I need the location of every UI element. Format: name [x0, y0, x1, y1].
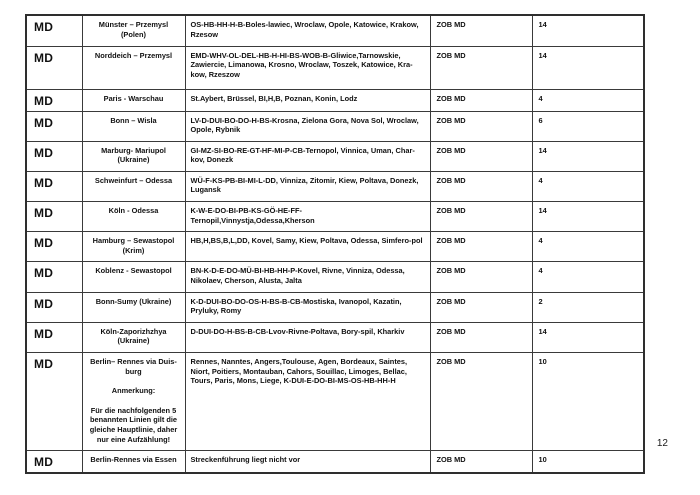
- table-row: [26, 353, 644, 451]
- table-row: [26, 141, 644, 171]
- route-name: Münster – Przemysl (Polen): [98, 20, 169, 39]
- route-cell: [82, 141, 185, 171]
- codes-cell: St.Aybert, Brüssel, BI,H,B, Poznan, Konin, Lodz: [185, 89, 430, 111]
- codes-cell: LV-D-DUI-BO-DO-H-BS-Krosna, Zielona Gora, Nova Sol, Wroclaw, Opole, Rybnik: [185, 111, 430, 141]
- md-cell: MD: [26, 171, 82, 201]
- count-cell: 14: [532, 46, 644, 89]
- zob-cell: ZOB MD: [430, 292, 532, 322]
- zob-cell: ZOB MD: [430, 171, 532, 201]
- table-row: [26, 46, 644, 89]
- count-cell: 2: [532, 292, 644, 322]
- route-cell: [82, 262, 185, 292]
- codes-cell: D-DUI-DO-H-BS-B-CB-Lvov-Rivne-Poltava, Bory-spil, Kharkiv: [185, 322, 430, 352]
- route-note-heading: Anmerkung:: [111, 386, 156, 396]
- zob-cell: ZOB MD: [430, 262, 532, 292]
- route-cell: [82, 171, 185, 201]
- zob-cell: ZOB MD: [430, 89, 532, 111]
- codes-cell: EMD-WHV-OL-DEL-HB-H-HI-BS-WOB-B-Gliwice,Tarnowskie, Zawiercie, Limanowa, Krosno, Wroclaw, Toszek, Katowice, Kra-kow, Rzeszow: [185, 46, 430, 89]
- md-cell: MD: [26, 15, 82, 46]
- codes-cell: K-W-E-DO-BI-PB-KS-GÖ-HE-FF-Ternopil,Vinnystja,Odessa,Kherson: [185, 202, 430, 232]
- route-name: Köln-Zaporizhzhya (Ukraine): [100, 326, 167, 346]
- table-row: [26, 15, 644, 46]
- table-row: [26, 451, 644, 473]
- table-row: [26, 171, 644, 201]
- zob-cell: ZOB MD: [430, 15, 532, 46]
- table-row: [26, 262, 644, 292]
- route-name: Bonn – Wisla: [110, 115, 157, 125]
- route-name: Schweinfurt – Odessa: [94, 175, 173, 185]
- route-cell: [82, 292, 185, 322]
- md-cell: MD: [26, 353, 82, 451]
- md-cell: MD: [26, 202, 82, 232]
- route-note-body: Für die nachfolgenden 5 benannten Linien gilt die gleiche Hauptlinie, daher nur eine Aufzählung!: [89, 405, 178, 444]
- codes-cell: WÜ-F-KS-PB-BI-MI-L-DD, Vinniza, Zitomir, Kiew, Poltava, Donezk, Lugansk: [185, 171, 430, 201]
- md-cell: MD: [26, 451, 82, 473]
- route-name: Hamburg – Sewastopol (Krim): [92, 236, 175, 255]
- page-number: 12: [656, 438, 668, 449]
- zob-cell: ZOB MD: [430, 322, 532, 352]
- table-row: [26, 89, 644, 111]
- md-cell: MD: [26, 322, 82, 352]
- count-cell: 14: [532, 15, 644, 46]
- route-cell: [82, 111, 185, 141]
- route-cell: [82, 46, 185, 89]
- count-cell: 14: [532, 141, 644, 171]
- count-cell: 4: [532, 171, 644, 201]
- route-cell: [82, 232, 185, 262]
- table-row: [26, 111, 644, 141]
- codes-cell: Rennes, Nanntes, Angers,Toulouse, Agen, Bordeaux, Saintes, Niort, Poitiers, Montauban, Cahors, Souillac, Limoges, Bellac, Tours, Paris, Mons, Liege, K-DUI-E-DO-BI-MS-OS-HB-HH-H: [185, 353, 430, 451]
- zob-cell: ZOB MD: [430, 46, 532, 89]
- count-cell: 10: [532, 451, 644, 473]
- route-cell: [82, 202, 185, 232]
- count-cell: 10: [532, 353, 644, 451]
- zob-cell: ZOB MD: [430, 141, 532, 171]
- table-row: [26, 292, 644, 322]
- md-cell: MD: [26, 89, 82, 111]
- route-name: Koblenz - Sewastopol: [95, 266, 172, 276]
- md-cell: MD: [26, 262, 82, 292]
- route-name: Bonn-Sumy (Ukraine): [95, 296, 172, 306]
- md-cell: MD: [26, 141, 82, 171]
- route-name: Paris - Warschau: [103, 93, 164, 103]
- route-name: Berlin– Rennes via Duis-burg: [90, 357, 177, 376]
- codes-cell: K-D-DUI-BO-DO-OS-H-BS-B-CB-Mostiska, Ivanopol, Kazatin, Pryluky, Romy: [185, 292, 430, 322]
- md-cell: MD: [26, 111, 82, 141]
- table-row: [26, 322, 644, 352]
- count-cell: 4: [532, 262, 644, 292]
- route-name: Norddeich – Przemysl: [94, 50, 173, 60]
- route-cell: [82, 15, 185, 46]
- routes-table-body: [26, 15, 644, 473]
- md-cell: MD: [26, 46, 82, 89]
- zob-cell: ZOB MD: [430, 451, 532, 473]
- route-cell: [82, 322, 185, 352]
- zob-cell: ZOB MD: [430, 232, 532, 262]
- codes-cell: Streckenführung liegt nicht vor: [185, 451, 430, 473]
- count-cell: 14: [532, 322, 644, 352]
- md-cell: MD: [26, 232, 82, 262]
- codes-cell: OS-HB-HH-H-B-Boles-lawiec, Wroclaw, Opole, Katowice, Krakow, Rzesow: [185, 15, 430, 46]
- count-cell: 14: [532, 202, 644, 232]
- zob-cell: ZOB MD: [430, 353, 532, 451]
- count-cell: 6: [532, 111, 644, 141]
- codes-cell: BN-K-D-E-DO-MÜ-BI-HB-HH-P-Kovel, Rivne, Vinniza, Odessa, Nikolaev, Cherson, Alusta, Jalta: [185, 262, 430, 292]
- md-cell: MD: [26, 292, 82, 322]
- table-row: [26, 232, 644, 262]
- route-name: Berlin-Rennes via Essen: [90, 455, 177, 465]
- route-cell: [82, 451, 185, 473]
- count-cell: 4: [532, 89, 644, 111]
- route-name: Köln - Odessa: [108, 206, 159, 216]
- codes-cell: GI-MZ-SI-BO-RE-GT-HF-MI-P-CB-Ternopol, Vinnica, Uman, Char-kov, Donezk: [185, 141, 430, 171]
- route-cell: [82, 89, 185, 111]
- count-cell: 4: [532, 232, 644, 262]
- routes-table: [25, 14, 645, 474]
- route-name: Marburg- Mariupol (Ukraine): [101, 145, 166, 165]
- table-row: [26, 202, 644, 232]
- route-cell: [82, 353, 185, 451]
- codes-cell: HB,H,BS,B,L,DD, Kovel, Samy, Kiew, Poltava, Odessa, Simfero-pol: [185, 232, 430, 262]
- zob-cell: ZOB MD: [430, 202, 532, 232]
- zob-cell: ZOB MD: [430, 111, 532, 141]
